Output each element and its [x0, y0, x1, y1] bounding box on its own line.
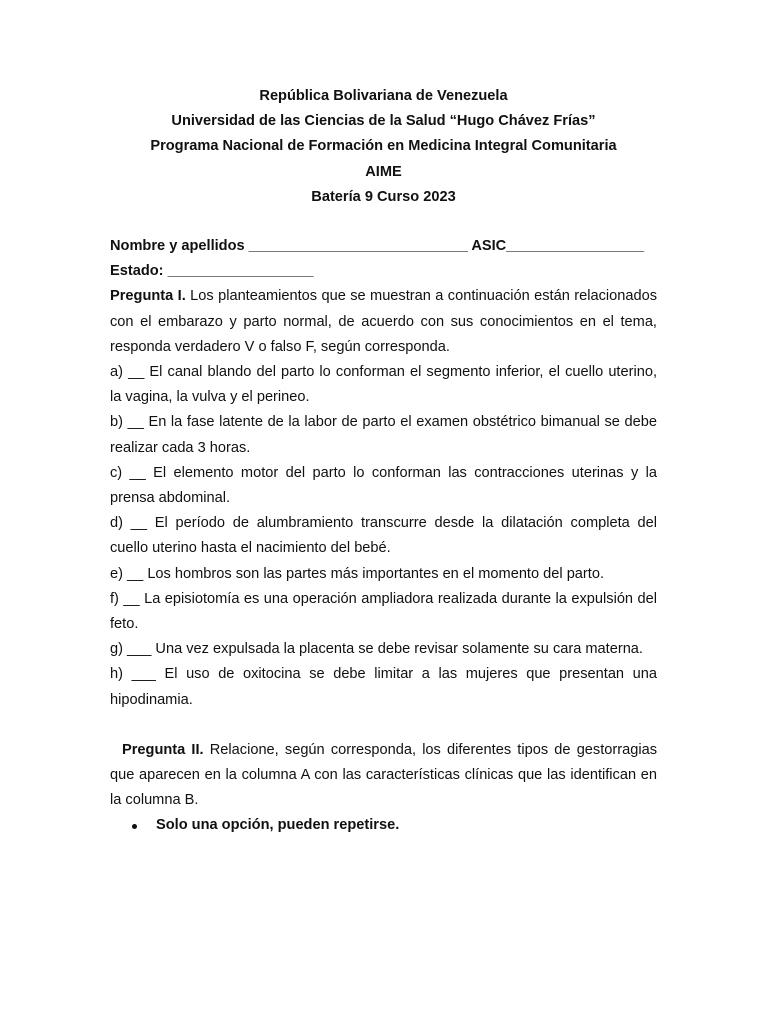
- question-item-h: h) ___ El uso de oxitocina se debe limitar a las mujeres que presentan una hipodinamia.: [110, 666, 657, 708]
- bullet-icon: [132, 824, 137, 829]
- question-item-e: e) __ Los hombros son las partes más importantes en el momento del parto.: [110, 565, 605, 582]
- header-program: Programa Nacional de Formación en Medicina Integral Comunitaria: [150, 138, 617, 155]
- pregunta-1-intro: [110, 284, 657, 360]
- question-item-b: b) __ En la fase latente de la labor de parto el examen obstétrico bimanual se debe realizar cada 3 horas.: [110, 414, 657, 456]
- pregunta-1-text: Los planteamientos que se muestran a continuación están relacionados con el embarazo y parto normal, de acuerdo con sus conocimientos en el tema, responda verdadero V o falso F, según corresponda.: [110, 288, 657, 355]
- question-item-g: g) ___ Una vez expulsada la placenta se debe revisar solamente su cara materna.: [110, 641, 643, 658]
- question-item-d: d) __ El período de alumbramiento transcurre desde la dilatación completa del cuello uterino hasta el nacimiento del bebé.: [110, 515, 657, 557]
- header-aime: AIME: [365, 163, 402, 180]
- state-field: Estado: __________________: [110, 263, 314, 280]
- header-battery: Batería 9 Curso 2023: [311, 188, 456, 205]
- name-asic-field: Nombre y apellidos ___________________________ ASIC_________________: [110, 238, 645, 255]
- pregunta-2-intro: [110, 738, 657, 814]
- instruction-text: Solo una opción, pueden repetirse.: [156, 817, 400, 834]
- spacer: [110, 210, 657, 234]
- section-gap: [110, 713, 657, 738]
- pregunta-2-label: Pregunta II.: [122, 741, 204, 758]
- header-university: Universidad de las Ciencias de la Salud “Hugo Chávez Frías”: [171, 113, 596, 130]
- question-item-c: c) __ El elemento motor del parto lo conforman las contracciones uterinas y la prensa abdominal.: [110, 464, 657, 507]
- question-item-a: a) __ El canal blando del parto lo conforman el segmento inferior, el cuello uterino, la vagina, la vulva y el perineo.: [110, 364, 657, 406]
- question-item-f: f) __ La episiotomía es una operación ampliadora realizada durante la expulsión del feto.: [110, 590, 657, 633]
- pregunta-2-text: Relacione, según corresponda, los diferentes tipos de gestorragias que aparecen en la columna A con las características clínicas que las identifican en la columna B.: [110, 741, 658, 809]
- instruction-bullet: [110, 813, 657, 838]
- document-header: [110, 84, 657, 210]
- header-country: República Bolivariana de Venezuela: [259, 88, 508, 104]
- pregunta-1-label: Pregunta I.: [110, 288, 186, 305]
